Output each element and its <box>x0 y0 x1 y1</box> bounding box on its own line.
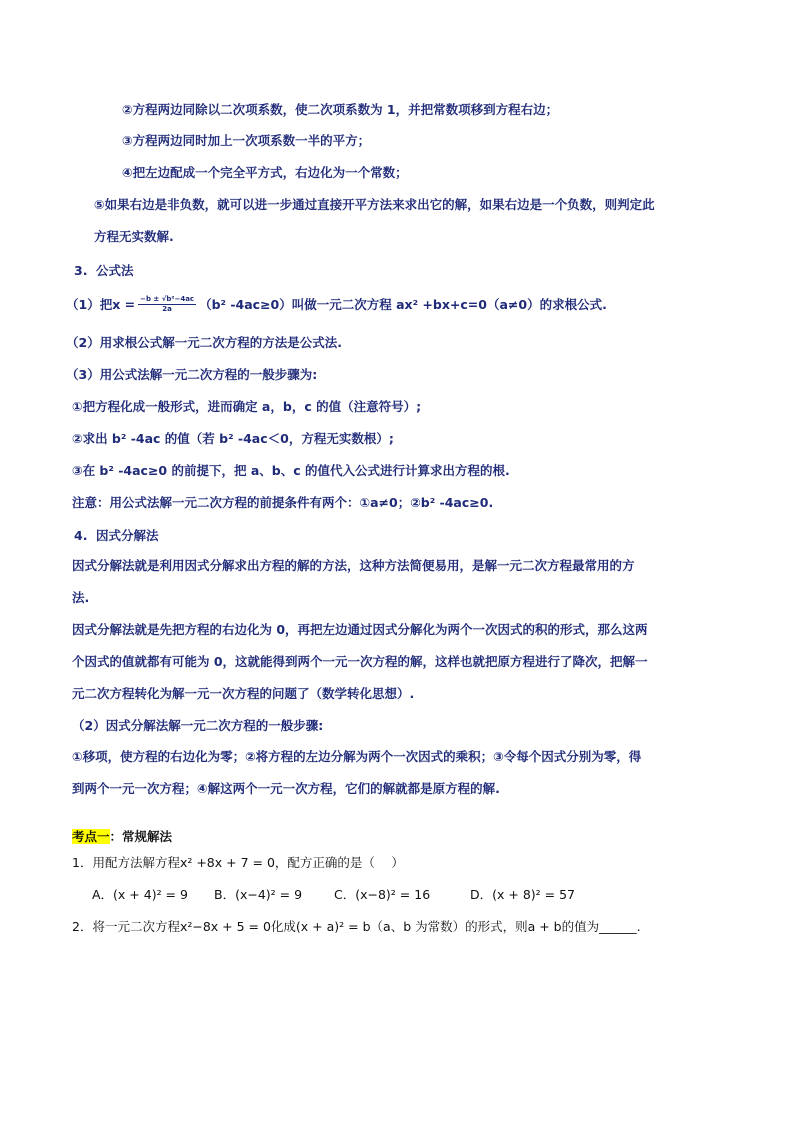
section-3-step-1: ①把方程化成一般形式，进而确定 a，b，c 的值（注意符号）; <box>72 399 422 414</box>
section-4-p2-line3: 元二次方程转化为解一元一次方程的问题了（数学转化思想）. <box>72 686 415 701</box>
option-b[interactable]: B．(x−4)² = 9 <box>214 887 303 902</box>
formula-suffix: （b² -4ac≥0）叫做一元二次方程 ax² +bx+c=0（a≠0）的求根公式. <box>199 297 607 312</box>
fraction-numerator: −b ± √b²−4ac <box>140 295 195 303</box>
section-3-note: 注意：用公式法解一元二次方程的前提条件有两个：①a≠0；②b² -4ac≥0. <box>72 495 494 510</box>
step-2: ②方程两边同除以二次项系数，使二次项系数为 1，并把常数项移到方程右边； <box>122 102 559 117</box>
step-5-line2: 方程无实数解. <box>94 229 174 244</box>
section-4-p2-line2: 个因式的值就都有可能为 0，这就能得到两个一元一次方程的解，这样也就把原方程进行了降次，把解一 <box>72 654 648 669</box>
section-4-p1-line2: 法. <box>72 590 90 605</box>
quadratic-formula-fraction <box>138 295 196 314</box>
section-4-title: 因式分解法 <box>96 528 159 543</box>
section-3-p3: （3）用公式法解一元二次方程的一般步骤为: <box>66 367 318 382</box>
option-a[interactable]: A．(x + 4)² = 9 <box>92 887 188 902</box>
section-4-p1-line1: 因式分解法就是利用因式分解求出方程的解的方法，这种方法简便易用，是解一元二次方程最常用的方 <box>72 558 635 573</box>
section-4-p4-line1: ①移项，使方程的右边化为零；②将方程的左边分解为两个一次因式的乘积；③令每个因式分别为零，得 <box>72 749 642 764</box>
section-3-p2: （2）用求根公式解一元二次方程的方法是公式法. <box>66 335 342 350</box>
section-4-p2-line1: 因式分解法就是先把方程的右边化为 0，再把左边通过因式分解化为两个一次因式的积的形式，那么这两 <box>72 622 648 637</box>
section-3-number: 3. <box>74 263 88 278</box>
step-5-line1: ⑤如果右边是非负数，就可以进一步通过直接开平方法来求出它的解，如果右边是一个负数，则判定此 <box>94 197 655 212</box>
question-2-stem: 2．将一元二次方程x²−8x + 5 = 0化成(x + a)² = b（a、b 为常数）的形式，则a + b的值为______. <box>72 919 641 934</box>
fraction-denominator: 2a <box>162 305 172 313</box>
section-4-p3: （2）因式分解法解一元二次方程的一般步骤: <box>72 718 324 733</box>
section-4-p4-line2: 到两个一元一次方程；④解这两个一元一次方程，它们的解就都是原方程的解. <box>72 781 500 796</box>
section-3-title: 公式法 <box>96 263 134 278</box>
step-3: ③方程两边同时加上一次项系数一半的平方； <box>122 133 371 148</box>
step-4: ④把左边配成一个完全平方式，右边化为一个常数； <box>122 165 408 180</box>
formula-line <box>66 296 607 315</box>
kaodian-title: ：常规解法 <box>109 829 173 844</box>
section-3-step-2: ②求出 b² -4ac 的值（若 b² -4ac＜0，方程无实数根）; <box>72 431 394 446</box>
question-1-stem: 1．用配方法解方程x² +8x + 7 = 0，配方正确的是（ ） <box>72 855 404 870</box>
option-c[interactable]: C．(x−8)² = 16 <box>334 887 431 902</box>
section-4-number: 4. <box>74 528 88 543</box>
formula-prefix: （1）把x = <box>66 297 136 312</box>
kaodian-heading <box>72 828 172 846</box>
question-1-options <box>92 886 575 904</box>
kaodian-tag: 考点一 <box>72 829 110 844</box>
section-3-step-3: ③在 b² -4ac≥0 的前提下，把 a、b、c 的值代入公式进行计算求出方程的根. <box>72 463 510 478</box>
option-d[interactable]: D．(x + 8)² = 57 <box>470 887 575 902</box>
